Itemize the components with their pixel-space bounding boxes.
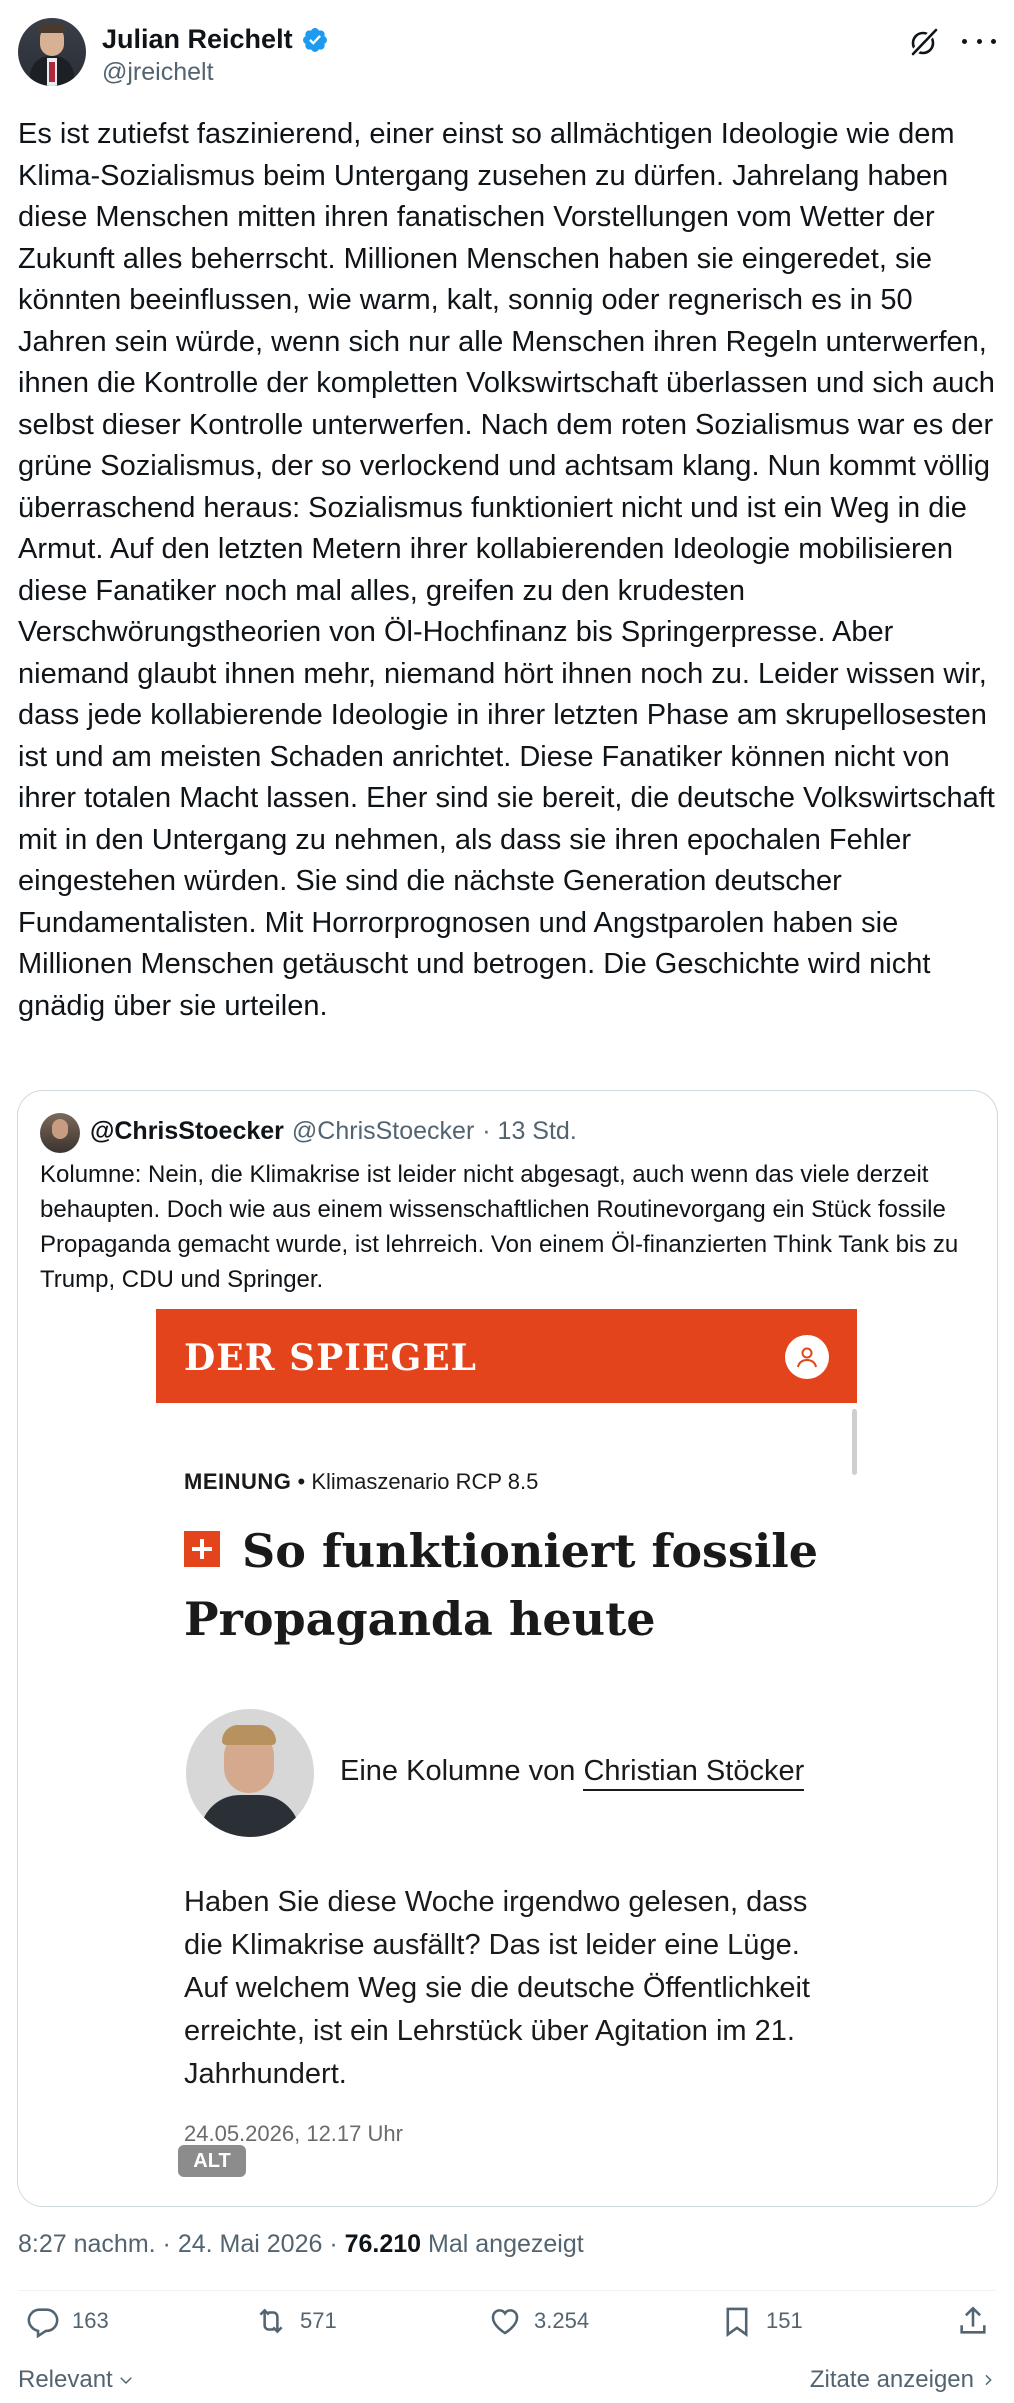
share-button[interactable] [956, 2304, 990, 2338]
columnist-photo [186, 1709, 314, 1837]
divider [18, 2290, 996, 2291]
retweet-count: 571 [300, 2308, 337, 2333]
tweet-metadata [18, 2230, 584, 2259]
quote-article-image[interactable] [18, 1309, 998, 2207]
author-avatar[interactable] [18, 18, 86, 86]
quote-time: · 13 Std. [482, 1117, 577, 1145]
article-section-line [184, 1469, 538, 1495]
show-quotes-link[interactable] [810, 2366, 996, 2394]
byline-author: Christian Stöcker [583, 1755, 804, 1791]
bookmark-button[interactable] [720, 2304, 803, 2338]
tweet-date[interactable]: 24. Mai 2026 [177, 2230, 323, 2258]
reply-count: 163 [72, 2308, 109, 2333]
article-topic: Klimaszenario RCP 8.5 [311, 1469, 539, 1494]
quote-author-handle: @ChrisStoecker [291, 1117, 475, 1145]
show-quotes-label: Zitate anzeigen [809, 2366, 974, 2393]
user-account-icon [785, 1335, 829, 1379]
bookmark-count: 151 [766, 2308, 803, 2333]
reply-icon [26, 2304, 60, 2338]
article-scrollbar [852, 1409, 857, 1475]
byline-prefix: Eine Kolumne von [340, 1755, 576, 1787]
spiegel-header-bar [156, 1309, 857, 1403]
views-label: Mal angezeigt [428, 2230, 584, 2258]
heart-icon [488, 2304, 522, 2338]
alt-text-badge[interactable]: ALT [178, 2145, 246, 2177]
tweet-actions [18, 2304, 996, 2354]
grok-icon[interactable] [906, 24, 942, 60]
quote-author-avatar [40, 1113, 80, 1153]
chevron-right-icon [980, 2372, 996, 2388]
sort-dropdown[interactable] [18, 2366, 135, 2394]
sort-label: Relevant [18, 2366, 113, 2393]
meta-separator: · [329, 2230, 338, 2258]
tweet-text: Es ist zutiefst faszinierend, einer einst so allmächtigen Ideologie wie dem Klima-Sozialismus beim Untergang zusehen zu dürfen. Jahrelang haben diese Menschen mitten ihren fanatischen Vorstellungen vom Wetter der Zukunft alles beherrscht. Millionen Menschen haben sie eingeredet, sie könnten beeinflussen, wie warm, kalt, sonnig oder regnerisch es in 50 Jahren sein würde, wenn sich nur alle Menschen ihren Regeln unterwerfen, ihnen die Kontrolle der kompletten Volkswirtschaft überlassen und sich auch selbst dieser Kontrolle unterwerfen. Nach dem roten Sozialismus war es der grüne Sozialismus, der so verlockend und achtsam klang. Nun kommt völlig überraschend heraus: Sozialismus funktioniert nicht und ist ein Weg in die Armut. Auf den letzten Metern ihrer kollabierenden Ideologie mobilisieren diese Fanatiker noch mal alles, greifen zu den krudesten Verschwörungstheorien von Öl-Hochfinanz bis Springerpresse. Aber niemand glaubt ihnen mehr, niemand hört ihnen noch zu. Leider wissen wir, dass jede kollabierende Ideologie in ihrer letzten Phase am skrupellosesten ist und am meisten Schaden anrichtet. Diese Fanatiker können nicht von ihrer totalen Macht lassen. Eher sind sie bereit, die deutsche Volkswirtschaft mit in den Untergang zu nehmen, als dass sie ihren epochalen Fehler eingestehen würden. Sie sind die nächste Generation deutscher Fundamentalisten. Mit Horrorprognosen und Angstparolen haben sie Millionen Menschen getäuscht und betrogen. Die Geschichte wird nicht gnädig über sie urteilen. [18, 118, 995, 1022]
retweet-icon [254, 2304, 288, 2338]
quote-text: Kolumne: Nein, die Klimakrise ist leider nicht abgesagt, auch wenn das viele derzeit behaupten. Doch wie aus einem wissenschaftlichen Routinevorgang ein Stück fossile Propaganda gemacht wurde, ist lehrreich. Von einem Öl-finanzierten Think Tank bis zu Trump, CDU und Springer. [40, 1161, 959, 1293]
author-name-row[interactable] [102, 24, 329, 55]
spiegel-logo: DER SPIEGEL [184, 1337, 477, 1379]
author-name[interactable]: Julian Reichelt [102, 24, 293, 54]
quoted-tweet[interactable] [17, 1090, 998, 2207]
article-headline: So funktioniert fossile Propaganda heute [184, 1524, 819, 1646]
verified-badge-icon [301, 26, 329, 54]
article-section: MEINUNG [184, 1469, 292, 1494]
meta-separator: · [162, 2230, 171, 2258]
more-options-icon[interactable] [962, 28, 996, 54]
quote-author-row [90, 1117, 577, 1146]
article-date: 24.05.2026, 12.17 Uhr [184, 2121, 403, 2146]
tweet-time[interactable]: 8:27 nachm. [18, 2230, 156, 2258]
replies-controls [18, 2360, 996, 2400]
chevron-down-icon [117, 2371, 135, 2389]
article-teaser: Haben Sie diese Woche irgendwo gelesen, dass die Klimakrise ausfällt? Das ist leider eine Lüge. Auf welchem Weg sie die deutsche Öffentlichkeit erreichte, ist ein Lehrstück über Agitation im 21. Jahrhundert. [184, 1886, 810, 2090]
like-button[interactable] [488, 2304, 589, 2338]
bookmark-icon [720, 2304, 754, 2338]
like-count: 3.254 [534, 2308, 590, 2333]
author-handle[interactable]: @jreichelt [102, 58, 214, 86]
share-icon [956, 2304, 990, 2338]
quote-author-name: @ChrisStoecker [90, 1117, 284, 1145]
reply-button[interactable] [26, 2304, 109, 2338]
article-byline [340, 1755, 804, 1788]
spiegel-plus-icon [184, 1531, 220, 1567]
retweet-button[interactable] [254, 2304, 337, 2338]
section-bullet: • [297, 1469, 306, 1494]
view-count: 76.210 [344, 2230, 422, 2258]
tweet-header [18, 18, 996, 90]
